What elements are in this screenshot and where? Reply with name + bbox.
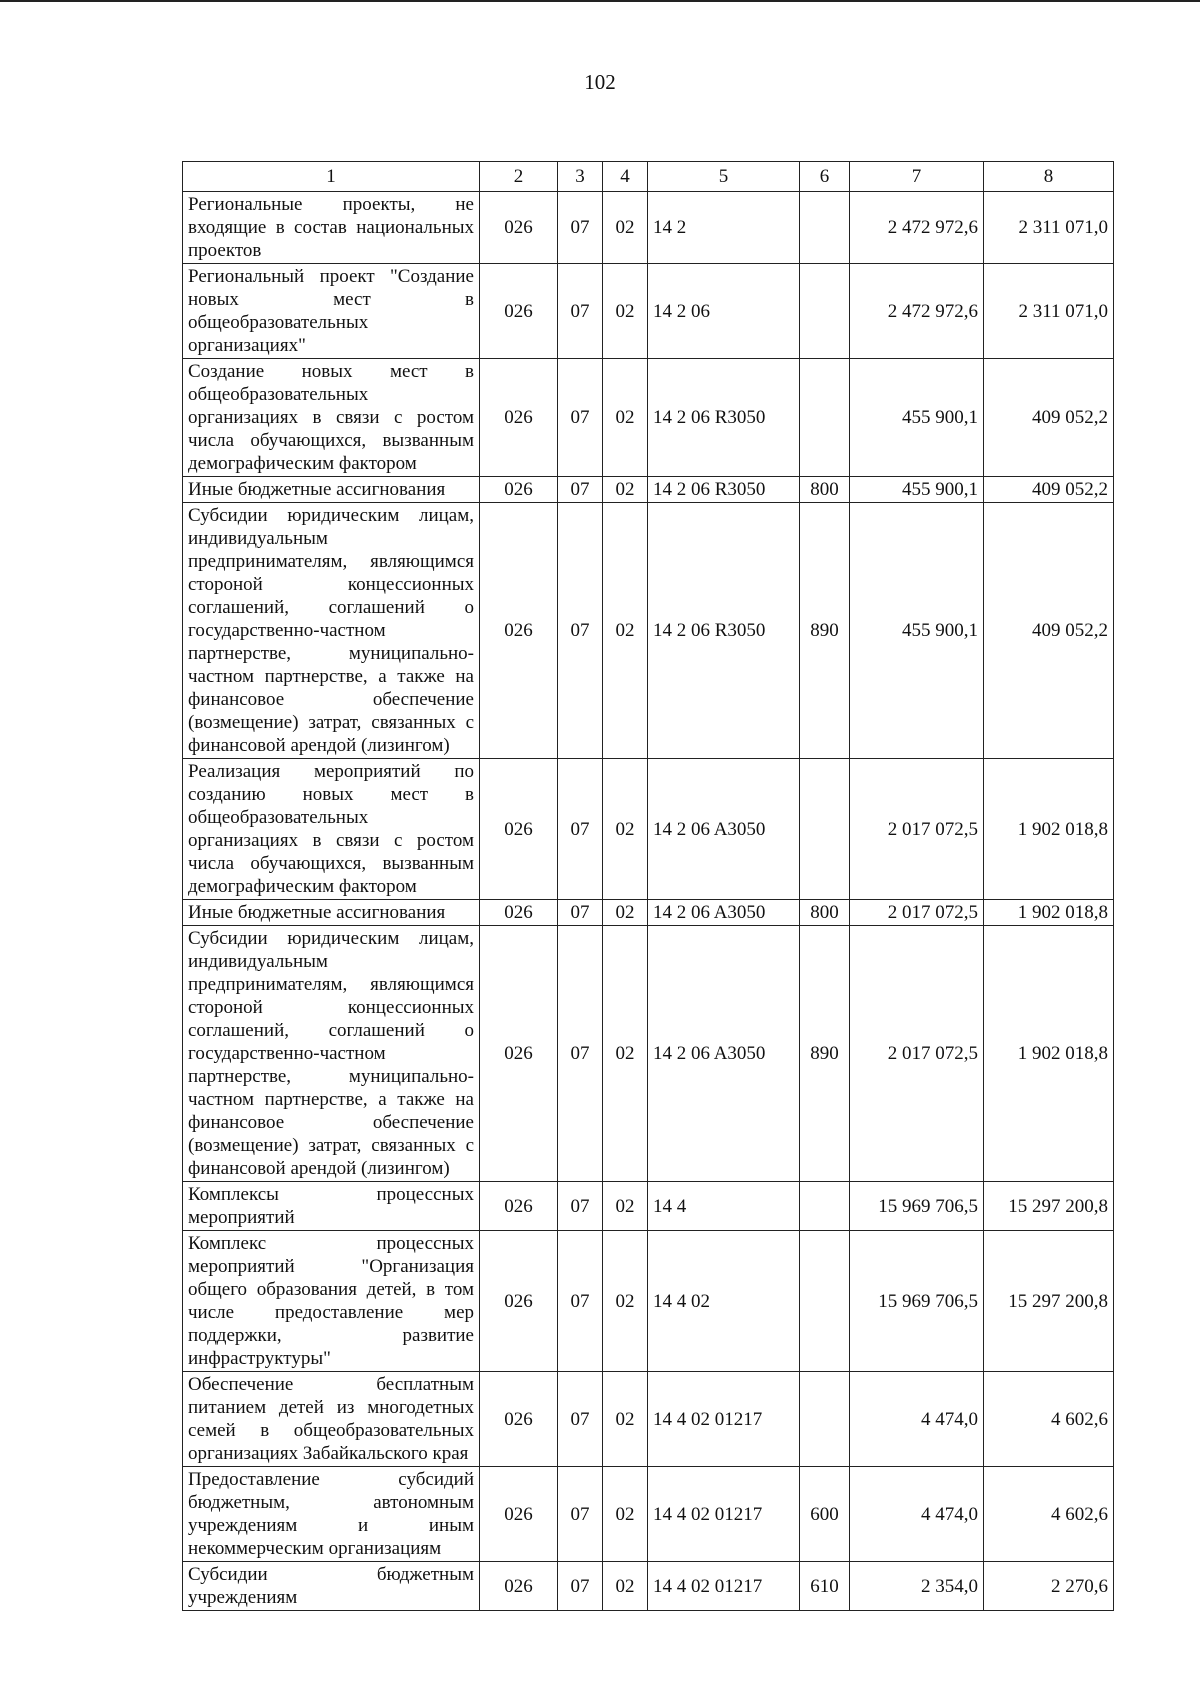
amount-year2-cell: 1 902 018,8 bbox=[984, 759, 1114, 900]
table-row bbox=[183, 359, 1114, 477]
amount-year2-cell: 15 297 200,8 bbox=[984, 1182, 1114, 1231]
column-header: 6 bbox=[800, 162, 850, 192]
row-name-cell: Комплекс процессных мероприятий "Организация общего образования детей, в том числе предоставление мер поддержки, развитие инфраструктуры" bbox=[183, 1231, 480, 1372]
expense-type-cell bbox=[800, 359, 850, 477]
table-row bbox=[183, 1372, 1114, 1467]
section-code-cell: 07 bbox=[558, 1182, 603, 1231]
ministry-code-cell: 026 bbox=[480, 359, 558, 477]
column-header: 2 bbox=[480, 162, 558, 192]
target-article-cell: 14 4 02 bbox=[648, 1231, 800, 1372]
row-name-cell: Обеспечение бесплатным питанием детей из многодетных семей в общеобразовательных организациях Забайкальского края bbox=[183, 1372, 480, 1467]
target-article-cell: 14 2 bbox=[648, 192, 800, 264]
table-row bbox=[183, 477, 1114, 503]
expense-type-cell bbox=[800, 192, 850, 264]
ministry-code-cell: 026 bbox=[480, 192, 558, 264]
subsection-code-cell: 02 bbox=[603, 759, 648, 900]
amount-year2-cell: 15 297 200,8 bbox=[984, 1231, 1114, 1372]
column-header: 5 bbox=[648, 162, 800, 192]
row-name-cell: Иные бюджетные ассигнования bbox=[183, 477, 480, 503]
subsection-code-cell: 02 bbox=[603, 503, 648, 759]
target-article-cell: 14 4 bbox=[648, 1182, 800, 1231]
row-name-cell: Реализация мероприятий по созданию новых мест в общеобразовательных организациях в связи с ростом числа обучающихся, вызванным демографическим фактором bbox=[183, 759, 480, 900]
ministry-code-cell: 026 bbox=[480, 1467, 558, 1562]
column-header: 1 bbox=[183, 162, 480, 192]
table-row bbox=[183, 192, 1114, 264]
target-article-cell: 14 2 06 A3050 bbox=[648, 926, 800, 1182]
table-row bbox=[183, 1562, 1114, 1611]
table-row bbox=[183, 503, 1114, 759]
table-row bbox=[183, 1231, 1114, 1372]
ministry-code-cell: 026 bbox=[480, 1182, 558, 1231]
target-article-cell: 14 4 02 01217 bbox=[648, 1467, 800, 1562]
amount-year1-cell: 2 017 072,5 bbox=[850, 900, 984, 926]
expense-type-cell: 610 bbox=[800, 1562, 850, 1611]
amount-year1-cell: 2 017 072,5 bbox=[850, 759, 984, 900]
table-row bbox=[183, 1467, 1114, 1562]
section-code-cell: 07 bbox=[558, 900, 603, 926]
row-name-cell: Региональные проекты, не входящие в состав национальных проектов bbox=[183, 192, 480, 264]
target-article-cell: 14 2 06 A3050 bbox=[648, 900, 800, 926]
subsection-code-cell: 02 bbox=[603, 192, 648, 264]
section-code-cell: 07 bbox=[558, 1372, 603, 1467]
section-code-cell: 07 bbox=[558, 759, 603, 900]
expense-type-cell bbox=[800, 264, 850, 359]
subsection-code-cell: 02 bbox=[603, 1231, 648, 1372]
row-name-cell: Иные бюджетные ассигнования bbox=[183, 900, 480, 926]
subsection-code-cell: 02 bbox=[603, 477, 648, 503]
column-header: 8 bbox=[984, 162, 1114, 192]
subsection-code-cell: 02 bbox=[603, 1182, 648, 1231]
amount-year1-cell: 455 900,1 bbox=[850, 503, 984, 759]
expense-type-cell: 600 bbox=[800, 1467, 850, 1562]
target-article-cell: 14 2 06 R3050 bbox=[648, 359, 800, 477]
row-name-cell: Комплексы процессных мероприятий bbox=[183, 1182, 480, 1231]
table-row bbox=[183, 759, 1114, 900]
target-article-cell: 14 2 06 R3050 bbox=[648, 503, 800, 759]
amount-year2-cell: 409 052,2 bbox=[984, 503, 1114, 759]
section-code-cell: 07 bbox=[558, 1562, 603, 1611]
expense-type-cell: 800 bbox=[800, 900, 850, 926]
amount-year1-cell: 455 900,1 bbox=[850, 477, 984, 503]
budget-table bbox=[182, 161, 1114, 1611]
column-header: 3 bbox=[558, 162, 603, 192]
target-article-cell: 14 2 06 A3050 bbox=[648, 759, 800, 900]
column-header: 7 bbox=[850, 162, 984, 192]
expense-type-cell bbox=[800, 1372, 850, 1467]
amount-year1-cell: 2 354,0 bbox=[850, 1562, 984, 1611]
ministry-code-cell: 026 bbox=[480, 1231, 558, 1372]
subsection-code-cell: 02 bbox=[603, 1467, 648, 1562]
amount-year2-cell: 4 602,6 bbox=[984, 1372, 1114, 1467]
target-article-cell: 14 2 06 bbox=[648, 264, 800, 359]
row-name-cell: Субсидии юридическим лицам, индивидуальным предпринимателям, являющимся стороной концессионных соглашений, соглашений о государственно-частном партнерстве, муниципально-частном партнерстве, а также на финансовое обеспечение (возмещение) затрат, связанных с финансовой арендой (лизингом) bbox=[183, 503, 480, 759]
column-header: 4 bbox=[603, 162, 648, 192]
row-name-cell: Региональный проект "Создание новых мест в общеобразовательных организациях" bbox=[183, 264, 480, 359]
section-code-cell: 07 bbox=[558, 1467, 603, 1562]
section-code-cell: 07 bbox=[558, 926, 603, 1182]
table-row bbox=[183, 900, 1114, 926]
amount-year1-cell: 4 474,0 bbox=[850, 1467, 984, 1562]
ministry-code-cell: 026 bbox=[480, 900, 558, 926]
ministry-code-cell: 026 bbox=[480, 503, 558, 759]
ministry-code-cell: 026 bbox=[480, 477, 558, 503]
row-name-cell: Создание новых мест в общеобразовательных организациях в связи с ростом числа обучающихся, вызванным демографическим фактором bbox=[183, 359, 480, 477]
expense-type-cell: 890 bbox=[800, 926, 850, 1182]
amount-year2-cell: 2 311 071,0 bbox=[984, 192, 1114, 264]
table-header-row bbox=[183, 162, 1114, 192]
subsection-code-cell: 02 bbox=[603, 900, 648, 926]
amount-year2-cell: 1 902 018,8 bbox=[984, 900, 1114, 926]
ministry-code-cell: 026 bbox=[480, 1372, 558, 1467]
target-article-cell: 14 2 06 R3050 bbox=[648, 477, 800, 503]
amount-year2-cell: 4 602,6 bbox=[984, 1467, 1114, 1562]
amount-year1-cell: 455 900,1 bbox=[850, 359, 984, 477]
row-name-cell: Субсидии юридическим лицам, индивидуальным предпринимателям, являющимся стороной концессионных соглашений, соглашений о государственно-частном партнерстве, муниципально-частном партнерстве, а также на финансовое обеспечение (возмещение) затрат, связанных с финансовой арендой (лизингом) bbox=[183, 926, 480, 1182]
amount-year1-cell: 2 472 972,6 bbox=[850, 192, 984, 264]
amount-year1-cell: 2 017 072,5 bbox=[850, 926, 984, 1182]
amount-year2-cell: 409 052,2 bbox=[984, 359, 1114, 477]
section-code-cell: 07 bbox=[558, 359, 603, 477]
section-code-cell: 07 bbox=[558, 1231, 603, 1372]
amount-year1-cell: 15 969 706,5 bbox=[850, 1231, 984, 1372]
section-code-cell: 07 bbox=[558, 477, 603, 503]
section-code-cell: 07 bbox=[558, 264, 603, 359]
expense-type-cell bbox=[800, 1182, 850, 1231]
ministry-code-cell: 026 bbox=[480, 1562, 558, 1611]
ministry-code-cell: 026 bbox=[480, 926, 558, 1182]
subsection-code-cell: 02 bbox=[603, 926, 648, 1182]
ministry-code-cell: 026 bbox=[480, 264, 558, 359]
table-row bbox=[183, 264, 1114, 359]
amount-year2-cell: 2 311 071,0 bbox=[984, 264, 1114, 359]
amount-year2-cell: 1 902 018,8 bbox=[984, 926, 1114, 1182]
ministry-code-cell: 026 bbox=[480, 759, 558, 900]
expense-type-cell bbox=[800, 759, 850, 900]
table-row bbox=[183, 926, 1114, 1182]
page-top-border bbox=[0, 0, 1200, 2]
target-article-cell: 14 4 02 01217 bbox=[648, 1372, 800, 1467]
amount-year1-cell: 15 969 706,5 bbox=[850, 1182, 984, 1231]
expense-type-cell: 890 bbox=[800, 503, 850, 759]
amount-year1-cell: 2 472 972,6 bbox=[850, 264, 984, 359]
row-name-cell: Предоставление субсидий бюджетным, автономным учреждениям и иным некоммерческим организациям bbox=[183, 1467, 480, 1562]
expense-type-cell: 800 bbox=[800, 477, 850, 503]
subsection-code-cell: 02 bbox=[603, 1562, 648, 1611]
subsection-code-cell: 02 bbox=[603, 1372, 648, 1467]
amount-year1-cell: 4 474,0 bbox=[850, 1372, 984, 1467]
table-row bbox=[183, 1182, 1114, 1231]
row-name-cell: Субсидии бюджетным учреждениям bbox=[183, 1562, 480, 1611]
section-code-cell: 07 bbox=[558, 192, 603, 264]
amount-year2-cell: 409 052,2 bbox=[984, 477, 1114, 503]
amount-year2-cell: 2 270,6 bbox=[984, 1562, 1114, 1611]
subsection-code-cell: 02 bbox=[603, 264, 648, 359]
subsection-code-cell: 02 bbox=[603, 359, 648, 477]
expense-type-cell bbox=[800, 1231, 850, 1372]
section-code-cell: 07 bbox=[558, 503, 603, 759]
target-article-cell: 14 4 02 01217 bbox=[648, 1562, 800, 1611]
page-number: 102 bbox=[584, 70, 616, 94]
